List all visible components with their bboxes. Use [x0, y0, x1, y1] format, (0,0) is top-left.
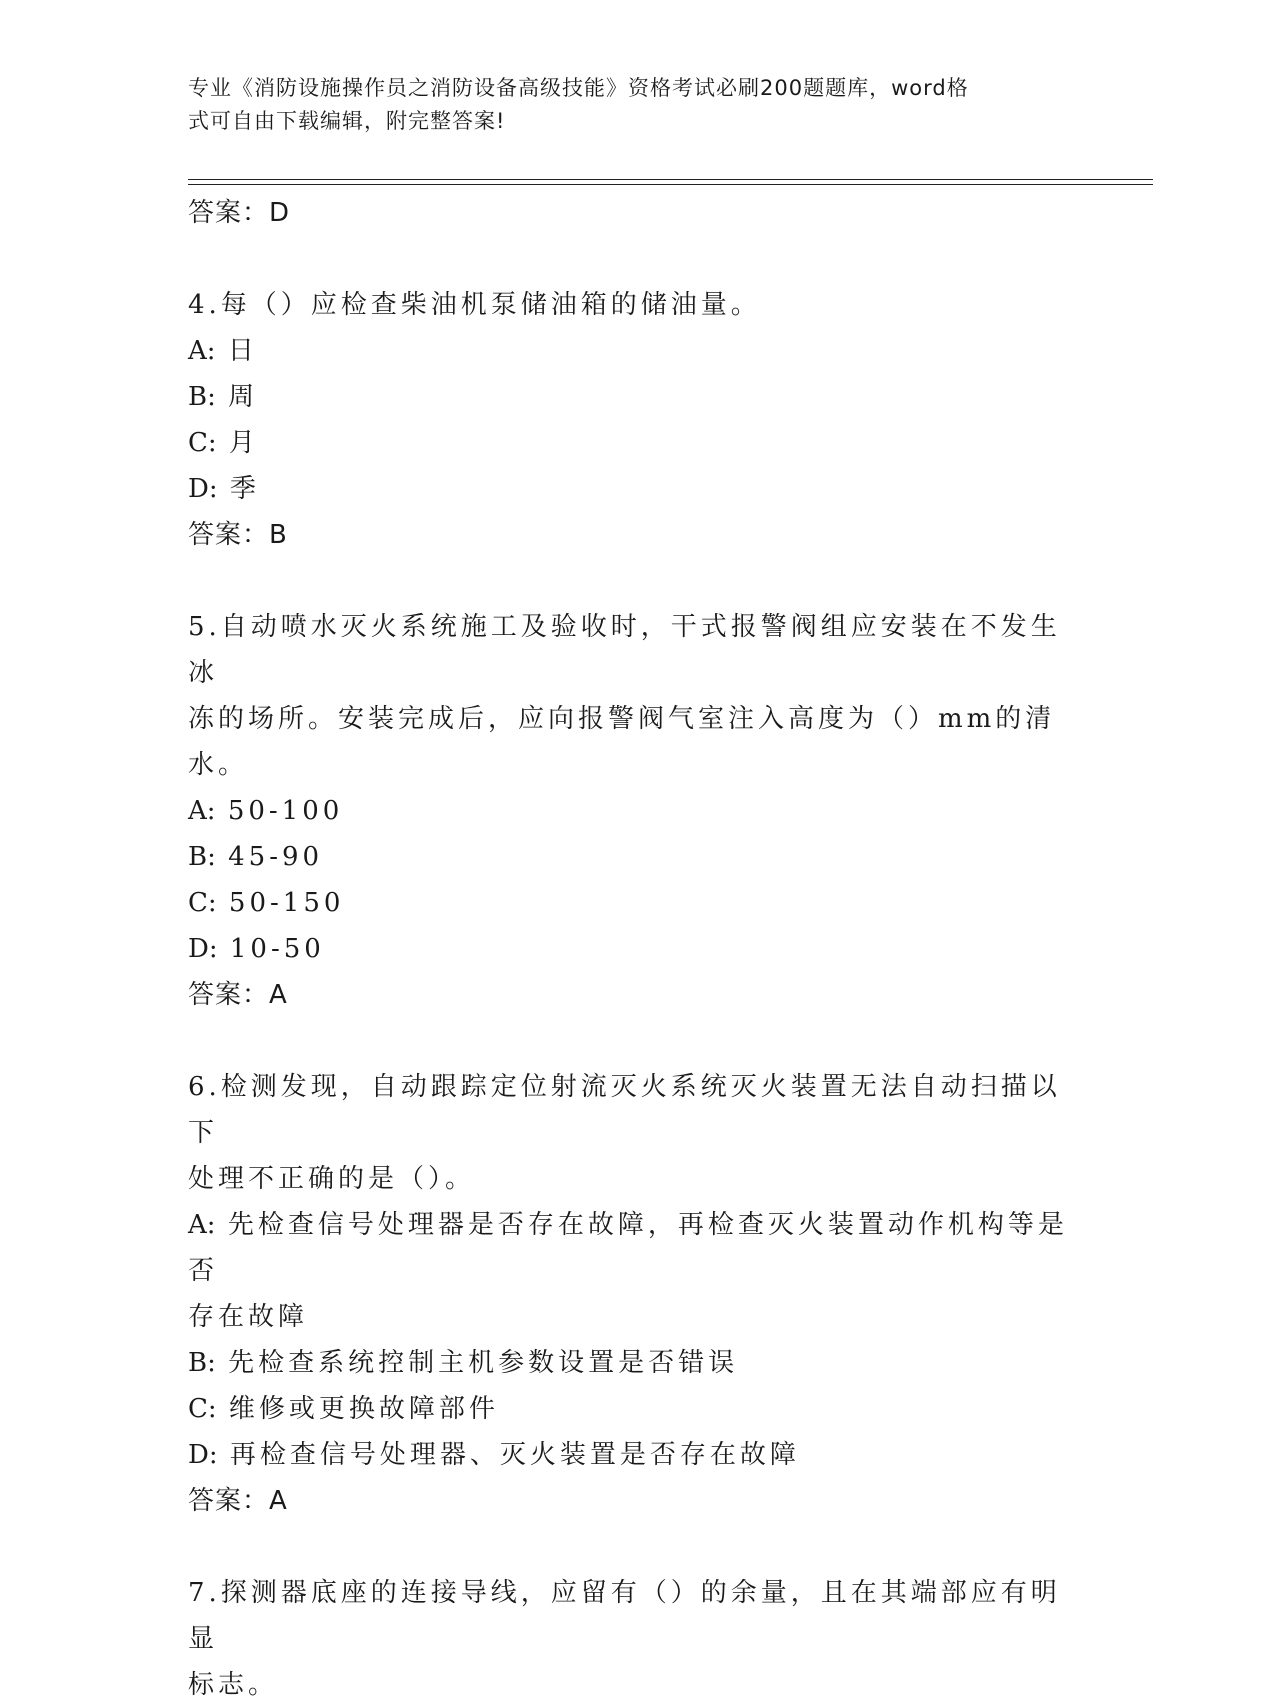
answer-line: 答案：B: [188, 520, 288, 550]
option-text: 季: [229, 474, 260, 504]
option-text: 维修或更换故障部件: [228, 1394, 499, 1424]
option-letter: C:: [188, 1394, 217, 1424]
question-text: 标志。: [188, 1670, 279, 1700]
option-text: 周: [228, 382, 259, 412]
spacer: [188, 1524, 1088, 1570]
answer-line: 答案：A: [188, 980, 288, 1010]
answer-line: 答案：D: [188, 198, 291, 228]
option-letter: D:: [188, 474, 218, 504]
question-text: 7.探测器底座的连接导线，应留有（）的余量，且在其端部应有明显: [188, 1578, 1061, 1654]
option-a: [188, 788, 1088, 834]
option-b: [188, 1340, 1088, 1386]
option-letter: B:: [188, 842, 216, 872]
option-c: [188, 1386, 1088, 1432]
question-text: 5.自动喷水灭火系统施工及验收时，干式报警阀组应安装在不发生冰: [188, 612, 1061, 688]
question-block: [188, 1064, 1088, 1524]
header-rule-bottom: [188, 184, 1153, 185]
option-d: [188, 926, 1088, 972]
option-a: [188, 1202, 1088, 1294]
header-line-2: 式可自由下载编辑，附完整答案!: [188, 109, 506, 133]
option-text: 10-50: [229, 934, 325, 964]
option-letter: C:: [188, 888, 217, 918]
option-d: [188, 1432, 1088, 1478]
option-letter: D:: [188, 934, 218, 964]
answer-line: 答案：A: [188, 1486, 288, 1516]
option-a: [188, 328, 1088, 374]
option-d: [188, 466, 1088, 512]
option-letter: D:: [188, 1440, 218, 1470]
option-text: 50-100: [227, 796, 344, 826]
option-c: [188, 880, 1088, 926]
spacer: [188, 1018, 1088, 1064]
question-block: [188, 1570, 1088, 1708]
question-text: 处理不正确的是（）。: [188, 1164, 476, 1194]
option-c: [188, 420, 1088, 466]
option-b: [188, 374, 1088, 420]
header-rule-top: [188, 179, 1153, 180]
option-text: 先检查信号处理器是否存在故障，再检查灭火装置动作机构等是否: [188, 1210, 1068, 1286]
spacer: [188, 558, 1088, 604]
option-letter: B:: [188, 1348, 216, 1378]
option-text: 45-90: [228, 842, 324, 872]
question-text: 4.每（）应检查柴油机泵储油箱的储油量。: [188, 290, 761, 320]
option-b: [188, 834, 1088, 880]
option-a-continuation: 存在故障: [188, 1302, 309, 1332]
option-text: 日: [227, 336, 258, 366]
document-header: [188, 72, 1068, 138]
option-letter: C:: [188, 428, 217, 458]
spacer: [188, 236, 1088, 282]
header-line-1: 专业《消防设施操作员之消防设备高级技能》资格考试必刷200题题库，word格: [188, 76, 969, 100]
question-block: [188, 604, 1088, 1018]
option-text: 先检查系统控制主机参数设置是否错误: [228, 1348, 739, 1378]
question-block: [188, 282, 1088, 558]
option-letter: B:: [188, 382, 216, 412]
option-letter: A:: [188, 796, 216, 826]
option-letter: A:: [188, 336, 216, 366]
option-letter: A:: [188, 1210, 216, 1240]
option-text: 50-150: [228, 888, 345, 918]
option-text: 再检查信号处理器、灭火装置是否存在故障: [229, 1440, 800, 1470]
question-text: 6.检测发现，自动跟踪定位射流灭火系统灭火装置无法自动扫描以下: [188, 1072, 1061, 1148]
question-list: [188, 190, 1088, 1708]
question-text: 冻的场所。安装完成后，应向报警阀气室注入高度为（）mm的清水。: [188, 704, 1056, 780]
option-text: 月: [228, 428, 259, 458]
